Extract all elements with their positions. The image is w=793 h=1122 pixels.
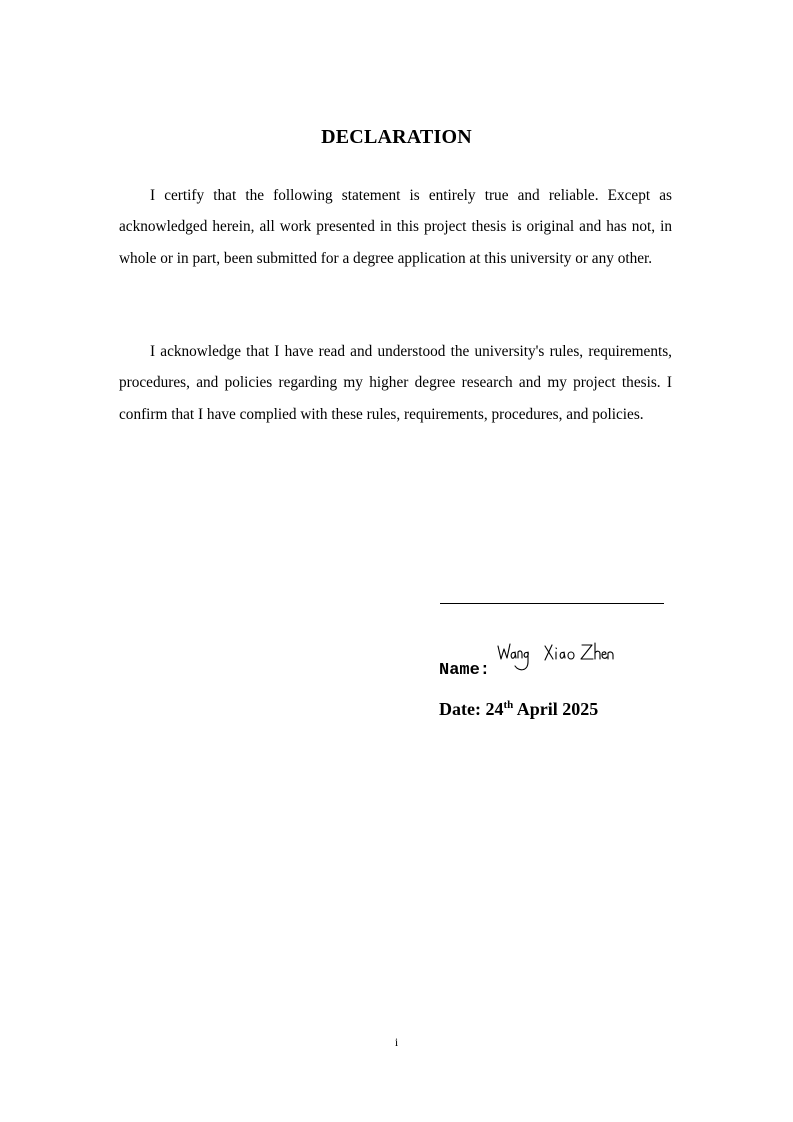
declaration-paragraph-1: I certify that the following statement is entirely true and reliable. Except as acknowledged herein, all work presented in this project thesis is original and has not, in whole or in part, been submitted for a degree application at this university or any other. — [119, 187, 672, 267]
declaration-paragraph-2: I acknowledge that I have read and understood the university's rules, requirements, procedures, and policies regarding my higher degree research and my project thesis. I confirm that I have complied with these rules, requirements, procedures, and policies. — [119, 343, 672, 423]
page-number: i — [394, 1035, 399, 1049]
name-label: Name: — [439, 661, 491, 680]
page-title: DECLARATION — [321, 126, 472, 148]
date-day: 24 — [485, 699, 504, 719]
date-ordinal-suffix: th — [503, 699, 514, 711]
signature-line — [440, 603, 664, 604]
handwritten-signature — [495, 640, 615, 676]
date-line — [439, 699, 598, 720]
date-label: Date: — [439, 699, 481, 719]
date-month-year: April 2025 — [516, 699, 599, 719]
name-row — [439, 640, 679, 686]
